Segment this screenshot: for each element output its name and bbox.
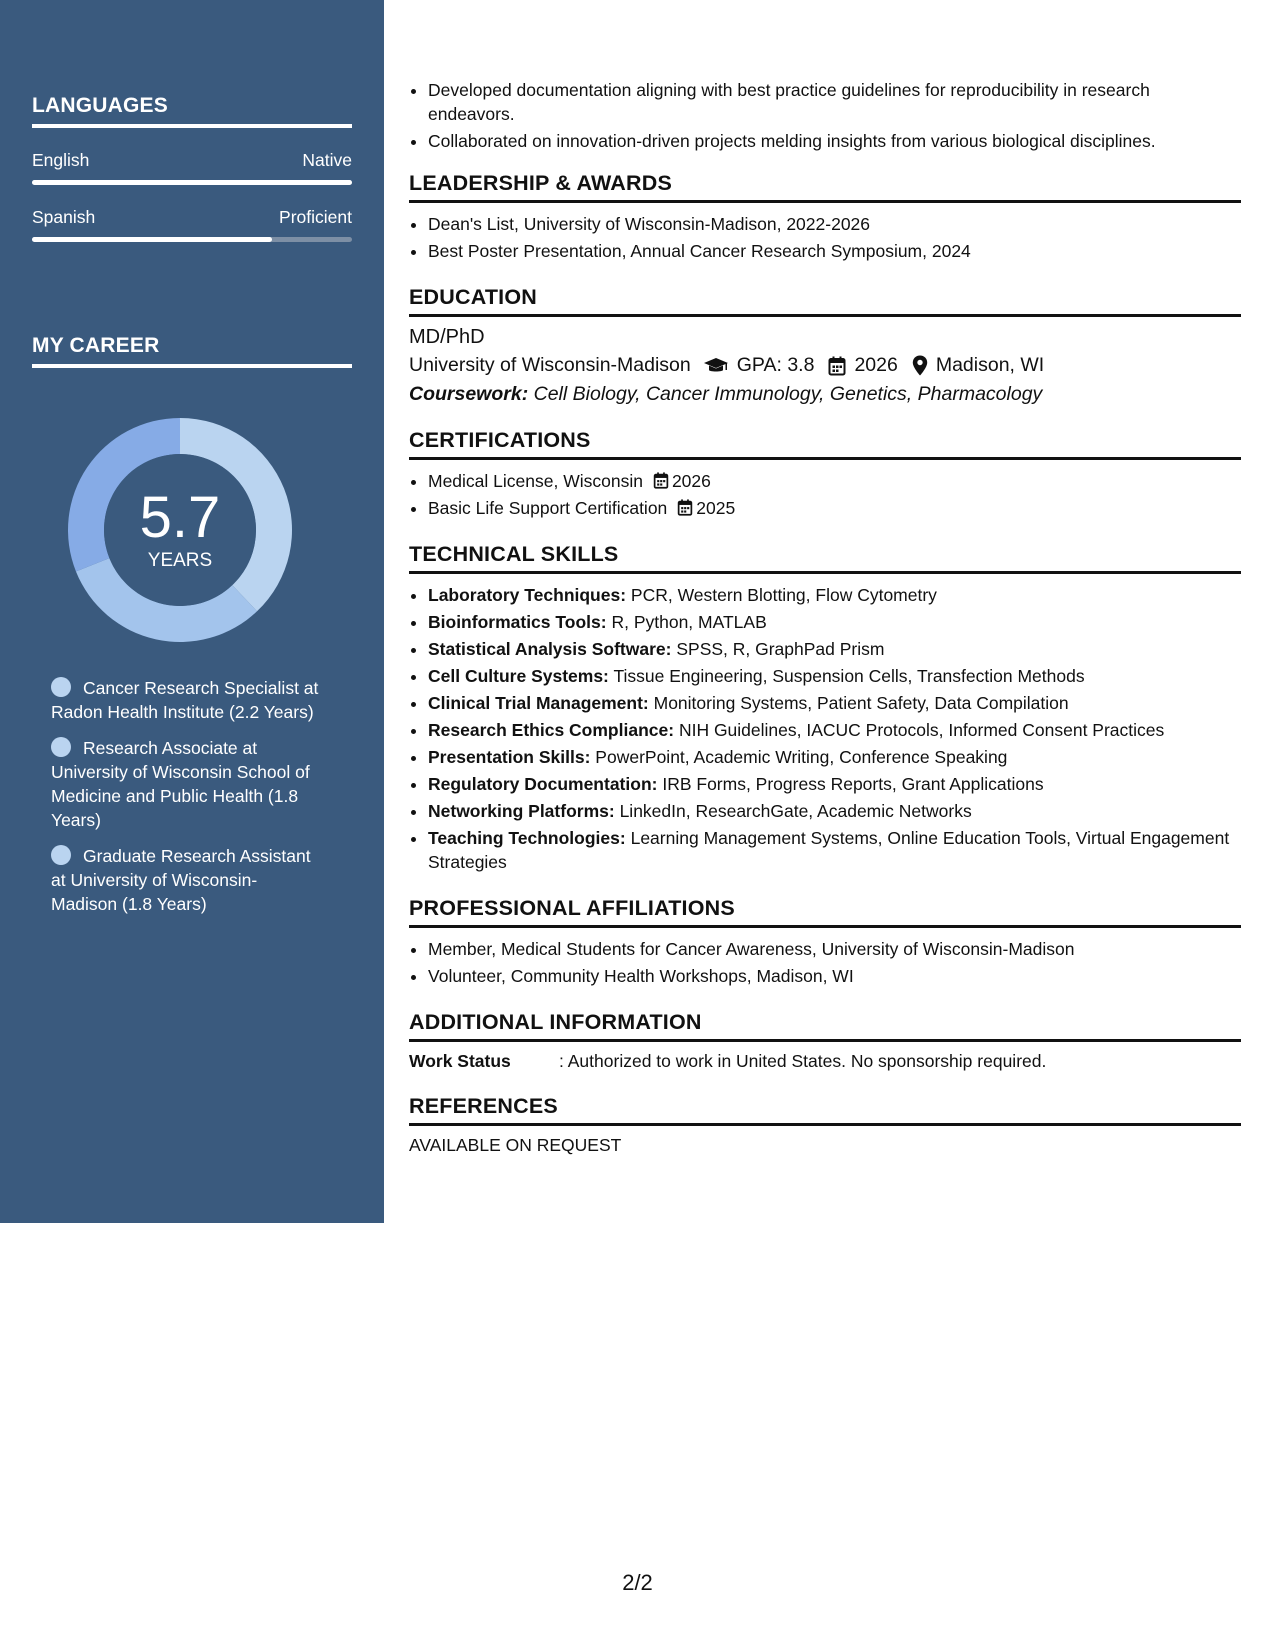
graduation-year: 2026 (854, 354, 898, 376)
coursework (409, 383, 1241, 406)
work-status-label: Work Status (409, 1051, 511, 1071)
sidebar (0, 0, 384, 1223)
section-title: ADDITIONAL INFORMATION (409, 1010, 1241, 1042)
section-title: REFERENCES (409, 1094, 1241, 1126)
section-title: LEADERSHIP & AWARDS (409, 171, 1241, 203)
skill-value: LinkedIn, ResearchGate, Academic Networks (619, 801, 972, 821)
skill-item (428, 664, 1241, 688)
career-item (51, 844, 321, 916)
skill-value: SPSS, R, GraphPad Prism (676, 639, 885, 659)
section-title: TECHNICAL SKILLS (409, 542, 1241, 574)
language-name: English (32, 150, 90, 170)
skill-value: Learning Management Systems, Online Education Tools, Virtual Engagement Strategies (428, 828, 1230, 872)
skill-label: Research Ethics Compliance: (428, 720, 675, 740)
list-item: • Dean's List, University of Wisconsin-Madison, 2022-2026 (428, 212, 1241, 236)
references-section (409, 1094, 1241, 1156)
skill-item (428, 637, 1241, 661)
list-item: • Developed documentation aligning with best practice guidelines for reproducibility in research endeavors. (428, 78, 1241, 126)
skill-value: Monitoring Systems, Patient Safety, Data Compilation (653, 693, 1069, 713)
skill-label: Bioinformatics Tools: (428, 612, 607, 632)
skill-label: Teaching Technologies: (428, 828, 626, 848)
education-details (409, 354, 1241, 377)
language-level: Native (302, 150, 352, 170)
language-level: Proficient (279, 207, 352, 227)
language-proficiency-bar (32, 180, 352, 185)
coursework-label: Coursework: (409, 383, 529, 405)
career-section (32, 334, 352, 368)
calendar-icon (828, 356, 846, 376)
main-content (409, 78, 1241, 1156)
coursework-list: Cell Biology, Cancer Immunology, Genetics, Pharmacology (533, 383, 1043, 405)
skill-item (428, 610, 1241, 634)
work-status-row (409, 1051, 1241, 1072)
skill-item (428, 826, 1241, 874)
degree: MD/PhD (409, 326, 485, 348)
language-proficiency-fill (32, 180, 352, 185)
career-unit: YEARS (147, 550, 213, 571)
language-row (32, 150, 352, 185)
skill-label: Presentation Skills: (428, 747, 591, 767)
certification-date: 2026 (671, 471, 711, 491)
skill-item (428, 691, 1241, 715)
skill-label: Networking Platforms: (428, 801, 615, 821)
experience-bullets (409, 78, 1241, 153)
work-status-value: : Authorized to work in United States. No sponsorship required. (559, 1051, 1047, 1071)
skill-label: Clinical Trial Management: (428, 693, 649, 713)
skill-label: Cell Culture Systems: (428, 666, 609, 686)
skill-item (428, 799, 1241, 823)
graduation-cap-icon (703, 356, 729, 376)
section-title: PROFESSIONAL AFFILIATIONS (409, 896, 1241, 928)
skill-label: Regulatory Documentation: (428, 774, 658, 794)
certifications-section (409, 428, 1241, 520)
career-donut-chart (66, 416, 294, 644)
skills-section (409, 542, 1241, 874)
references-text: AVAILABLE ON REQUEST (409, 1135, 622, 1155)
leadership-section (409, 171, 1241, 263)
career-item-text: Research Associate at University of Wisconsin School of Medicine and Public Health (1.8 Years) (51, 738, 310, 830)
language-proficiency-bar (32, 237, 352, 242)
skill-value: IRB Forms, Progress Reports, Grant Applications (662, 774, 1044, 794)
map-pin-icon (912, 355, 928, 376)
skill-item (428, 718, 1241, 742)
school-name: University of Wisconsin-Madison (409, 354, 691, 376)
skill-value: R, Python, MATLAB (611, 612, 767, 632)
list-item: • Member, Medical Students for Cancer Awareness, University of Wisconsin-Madison (428, 937, 1241, 961)
calendar-icon (653, 472, 669, 489)
skill-item (428, 583, 1241, 607)
section-title: CERTIFICATIONS (409, 428, 1241, 460)
legend-dot (51, 677, 71, 697)
language-list (32, 150, 352, 242)
skill-label: Statistical Analysis Software: (428, 639, 672, 659)
page-number: 2/2 (622, 1570, 653, 1595)
career-heading: MY CAREER (32, 334, 352, 368)
skill-value: NIH Guidelines, IACUC Protocols, Informed Consent Practices (678, 720, 1165, 740)
legend-dot (51, 737, 71, 757)
skill-value: Tissue Engineering, Suspension Cells, Transfection Methods (613, 666, 1085, 686)
certification-item (428, 496, 1241, 520)
skill-item (428, 772, 1241, 796)
career-item (51, 736, 321, 832)
skill-label: Laboratory Techniques: (428, 585, 627, 605)
section-title: EDUCATION (409, 285, 1241, 317)
language-name: Spanish (32, 207, 96, 227)
school-location: Madison, WI (935, 354, 1045, 376)
skill-list (409, 583, 1241, 874)
list-item: • Best Poster Presentation, Annual Cancer Research Symposium, 2024 (428, 239, 1241, 263)
career-item-text: Graduate Research Assistant at University of Wisconsin-Madison (1.8 Years) (51, 846, 311, 914)
legend-dot (51, 845, 71, 865)
additional-info-section (409, 1010, 1241, 1072)
language-row (32, 207, 352, 242)
certification-list (409, 469, 1241, 520)
career-total: 5.7 (139, 485, 221, 550)
affiliations-section (409, 896, 1241, 988)
skill-value: PowerPoint, Academic Writing, Conference Speaking (595, 747, 1008, 767)
gpa: GPA: 3.8 (736, 354, 815, 376)
certification-name: Medical License, Wisconsin (428, 471, 643, 491)
languages-section (32, 94, 352, 242)
career-item (51, 676, 321, 724)
skill-value: PCR, Western Blotting, Flow Cytometry (630, 585, 937, 605)
languages-heading: LANGUAGES (32, 94, 352, 128)
certification-date: 2025 (696, 498, 736, 518)
calendar-icon (677, 499, 693, 516)
list-item: • Volunteer, Community Health Workshops, Madison, WI (428, 964, 1241, 988)
career-item-text: Cancer Research Specialist at Radon Health Institute (2.2 Years) (51, 678, 319, 722)
certification-name: Basic Life Support Certification (428, 498, 668, 518)
career-list (51, 676, 321, 928)
skill-item (428, 745, 1241, 769)
list-item: • Collaborated on innovation-driven projects melding insights from various biological disciplines. (428, 129, 1241, 153)
language-proficiency-fill (32, 237, 272, 242)
education-section (409, 285, 1241, 406)
certification-item (428, 469, 1241, 493)
